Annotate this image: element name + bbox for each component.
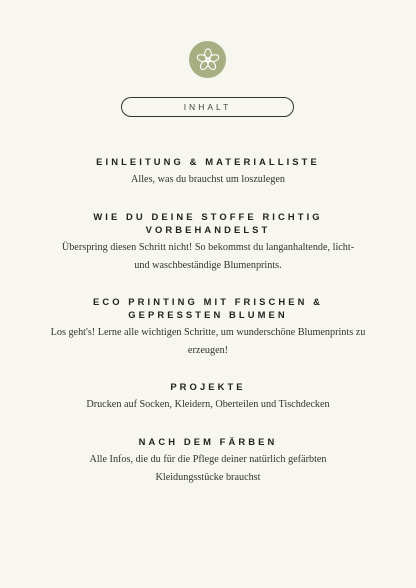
toc-entry-vorbehandeln bbox=[40, 210, 376, 275]
entry-description-line: Los geht's! Lerne alle wichtigen Schritte, um wunderschöne Blumenprints zu bbox=[50, 327, 366, 338]
entry-description-line: Überspring diesen Schritt nicht! So bekommst du langanhaltende, licht- bbox=[61, 242, 355, 253]
entry-title: EINLEITUNG & MATERIALLISTE bbox=[96, 156, 320, 167]
entry-title bbox=[40, 295, 376, 321]
entry-title: PROJEKTE bbox=[170, 381, 246, 392]
toc-entry-nach-dem-faerben bbox=[40, 435, 376, 487]
entry-description-line: Kleidungsstücke brauchst bbox=[155, 472, 261, 483]
entry-description bbox=[40, 451, 376, 487]
flower-icon bbox=[195, 47, 221, 73]
entry-title-line: VORBEHANDELST bbox=[145, 224, 271, 235]
toc-entry-einleitung bbox=[40, 155, 376, 189]
toc-label: INHALT bbox=[183, 102, 232, 112]
entry-description: Drucken auf Socken, Kleidern, Oberteilen und Tischdecken bbox=[86, 399, 330, 410]
entry-description bbox=[40, 324, 376, 360]
entry-description bbox=[40, 239, 376, 275]
entry-title-line: WIE DU DEINE STOFFE RICHTIG bbox=[93, 211, 323, 222]
entry-title-line: ECO PRINTING MIT FRISCHEN & bbox=[92, 296, 324, 307]
entry-title bbox=[40, 210, 376, 236]
entry-description-line: und waschbeständige Blumenprints. bbox=[134, 260, 282, 271]
table-of-contents-heading bbox=[121, 97, 294, 117]
entry-title-line: GEPRESSTEN BLUMEN bbox=[128, 309, 288, 320]
toc-entry-eco-printing bbox=[40, 295, 376, 360]
logo-badge bbox=[189, 41, 226, 78]
entry-description-line: Alle Infos, die du für die Pflege deiner natürlich gefärbten bbox=[89, 454, 327, 465]
entry-description-line: erzeugen! bbox=[187, 345, 229, 356]
toc-entry-projekte bbox=[40, 380, 376, 414]
entry-description: Alles, was du brauchst um loszulegen bbox=[131, 174, 285, 185]
entry-title: NACH DEM FÄRBEN bbox=[138, 436, 278, 447]
